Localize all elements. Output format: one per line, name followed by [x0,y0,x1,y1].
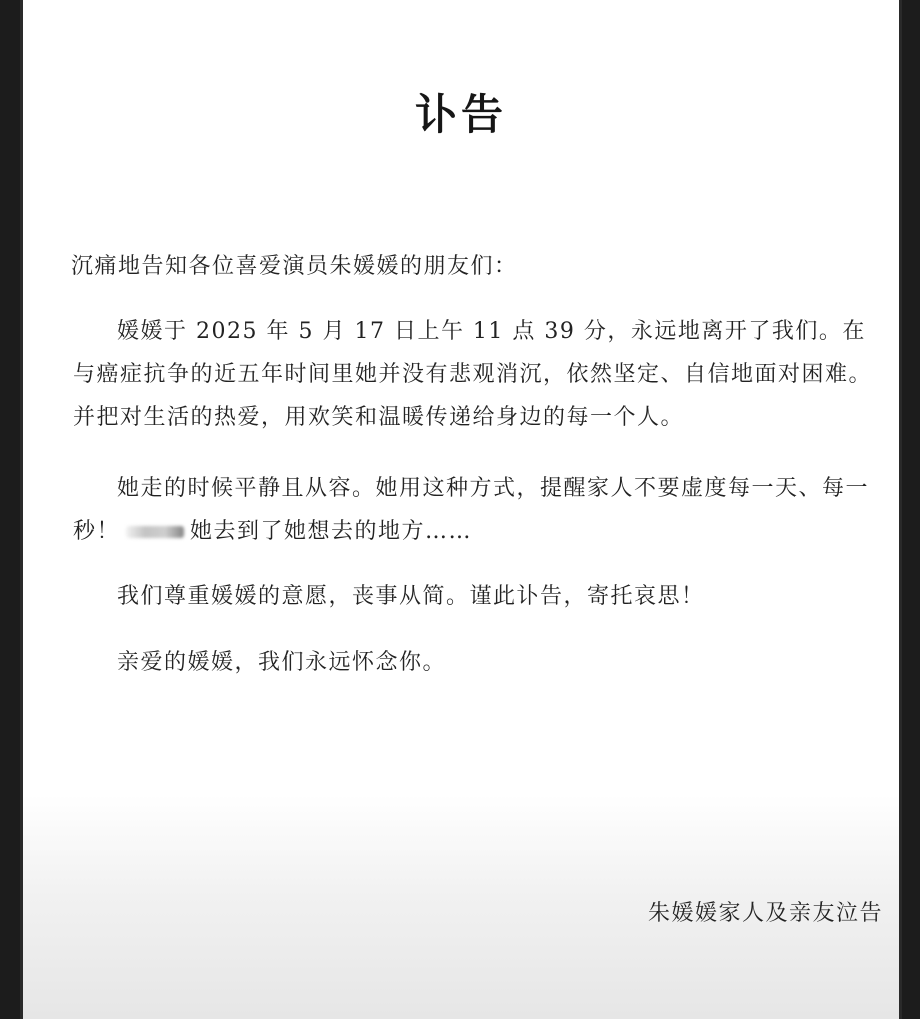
document-title: 讣告 [414,90,507,139]
salutation: 沉痛地告知各位喜爱演员朱媛媛的朋友们： [71,254,518,279]
paragraph-1: 媛媛于 2025 年 5 月 17 日上午 11 点 39 分，永远地离开了我们。在与癌症抗争的近五年时间里她并没有悲观消沉，依然坚定、自信地面对困难。并把对生活的热爱，用欢笑和温暖传递给身边的每一个人。 [73,319,873,430]
signature: 朱媛媛家人及亲友泣告 [647,901,883,926]
paragraph-2-part-1: 她走的时候平静且从容。她用这种方式，提醒家人不要虚度每一天、每一秒！ [73,476,870,544]
obituary-document [20,0,902,1019]
blurred-redaction [126,526,184,538]
paragraph-2-part-2: 她去到了她想去的地方…… [190,519,473,544]
paragraph-2 [73,467,887,553]
paragraph-3: 我们尊重媛媛的意愿，丧事从简。谨此讣告，寄托哀思！ [117,584,705,609]
paragraph-4: 亲爱的媛媛，我们永远怀念你。 [117,650,447,675]
